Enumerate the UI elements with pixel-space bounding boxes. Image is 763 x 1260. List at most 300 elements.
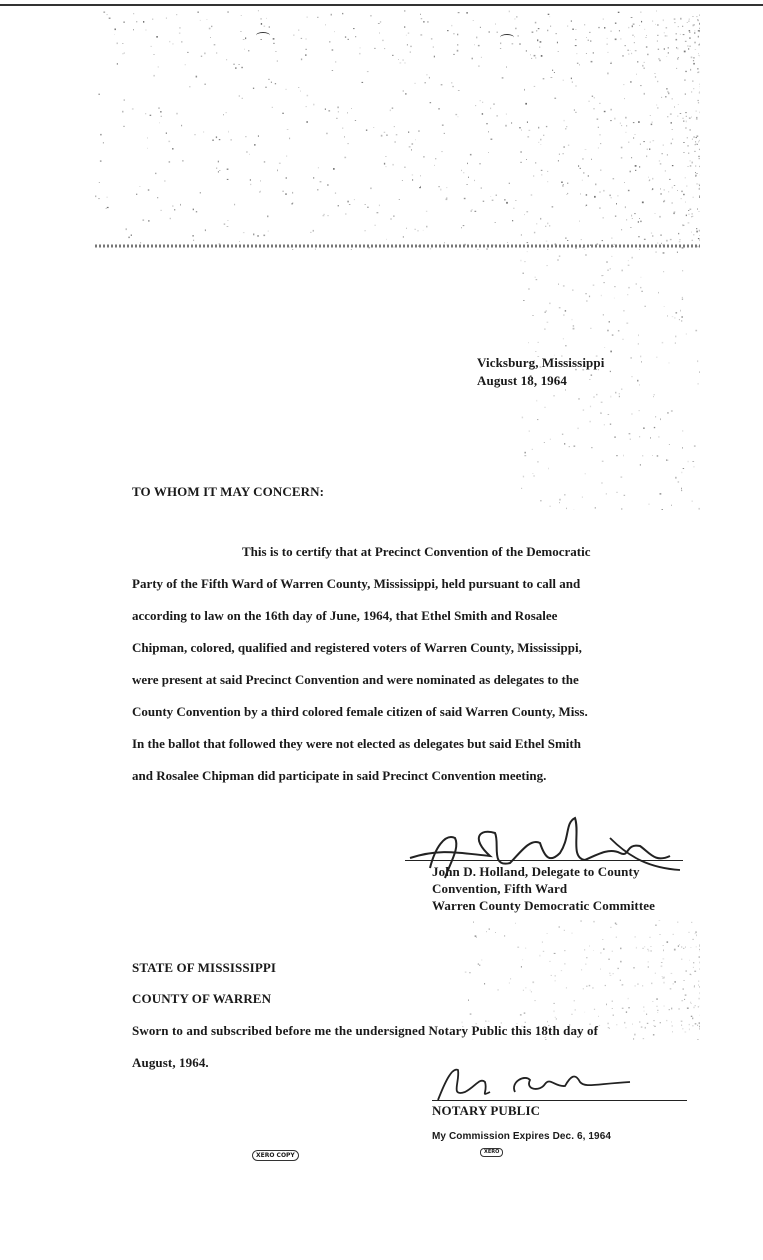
photocopy-speck [656, 10, 657, 11]
photocopy-speck [690, 165, 692, 167]
photocopy-speck [620, 39, 622, 40]
photocopy-speck [599, 103, 600, 104]
photocopy-speck [603, 19, 604, 20]
photocopy-speck [620, 961, 622, 963]
photocopy-speck [606, 261, 607, 262]
photocopy-speck [608, 52, 609, 53]
photocopy-speck [656, 998, 658, 1000]
photocopy-speck [657, 1006, 658, 1007]
photocopy-speck [674, 19, 676, 20]
photocopy-speck [227, 226, 229, 227]
photocopy-speck [694, 971, 696, 972]
photocopy-speck [603, 217, 604, 218]
photocopy-speck [580, 193, 581, 195]
photocopy-speck [678, 48, 679, 50]
photocopy-speck [161, 210, 162, 211]
photocopy-speck [679, 319, 680, 320]
photocopy-speck [640, 464, 641, 465]
photocopy-speck [536, 30, 537, 31]
photocopy-speck [658, 437, 659, 438]
photocopy-speck [694, 151, 695, 152]
photocopy-speck [588, 175, 589, 177]
photocopy-speck [373, 127, 374, 128]
photocopy-speck [576, 86, 577, 87]
photocopy-speck [610, 975, 612, 976]
photocopy-speck [538, 28, 540, 29]
photocopy-speck [434, 165, 435, 166]
photocopy-speck [602, 461, 604, 462]
photocopy-speck [682, 297, 683, 298]
photocopy-speck [486, 248, 487, 250]
photocopy-speck [678, 233, 679, 234]
photocopy-speck [593, 52, 594, 54]
photocopy-speck [534, 86, 536, 87]
photocopy-speck [523, 476, 524, 478]
photocopy-speck [470, 154, 472, 156]
photocopy-speck [336, 118, 337, 119]
photocopy-speck [314, 104, 315, 106]
photocopy-speck [653, 396, 654, 397]
photocopy-speck [384, 132, 386, 133]
photocopy-speck [656, 105, 657, 106]
photocopy-speck [211, 26, 212, 27]
photocopy-speck [461, 227, 462, 228]
photocopy-speck [642, 65, 643, 67]
photocopy-speck [662, 342, 664, 344]
photocopy-speck [547, 265, 548, 266]
photocopy-speck [277, 60, 278, 61]
photocopy-speck [493, 245, 494, 246]
photocopy-speck [405, 93, 407, 94]
photocopy-speck [593, 921, 594, 923]
photocopy-speck [663, 950, 664, 952]
photocopy-speck [696, 946, 697, 947]
photocopy-speck [610, 63, 612, 64]
photocopy-speck [234, 204, 235, 206]
photocopy-speck [489, 32, 490, 33]
photocopy-speck [690, 161, 691, 162]
photocopy-speck [561, 182, 563, 184]
photocopy-speck [575, 29, 577, 30]
photocopy-speck [555, 1017, 556, 1018]
photocopy-speck [490, 108, 491, 110]
photocopy-speck [694, 933, 696, 934]
photocopy-speck [370, 15, 371, 16]
photocopy-speck [635, 50, 637, 51]
photocopy-speck [690, 947, 691, 948]
photocopy-speck [412, 179, 413, 181]
photocopy-speck [566, 126, 567, 127]
photocopy-speck [228, 131, 229, 133]
photocopy-speck [359, 53, 360, 55]
photocopy-speck [630, 50, 631, 51]
photocopy-speck [511, 122, 512, 123]
photocopy-speck [692, 139, 693, 140]
photocopy-speck [216, 53, 217, 54]
photocopy-speck [618, 12, 620, 13]
photocopy-speck [590, 406, 591, 408]
photocopy-speck [228, 11, 229, 13]
photocopy-speck [298, 30, 299, 31]
photocopy-speck [515, 18, 516, 19]
photocopy-speck [596, 394, 597, 395]
photocopy-speck [612, 238, 613, 239]
photocopy-speck [327, 133, 328, 135]
photocopy-speck [640, 356, 641, 358]
photocopy-speck [209, 28, 211, 30]
photocopy-speck [616, 203, 617, 205]
photocopy-speck [261, 23, 262, 25]
photocopy-speck [219, 170, 220, 171]
photocopy-speck [679, 1008, 680, 1009]
photocopy-speck [586, 986, 587, 987]
photocopy-speck [461, 170, 462, 171]
photocopy-speck [489, 928, 490, 929]
photocopy-speck [633, 137, 634, 139]
photocopy-speck [537, 39, 538, 41]
photocopy-speck [170, 218, 171, 219]
photocopy-speck [631, 157, 632, 158]
photocopy-speck [347, 201, 349, 203]
photocopy-speck [515, 28, 516, 30]
photocopy-speck [264, 161, 265, 163]
photocopy-speck [628, 998, 629, 999]
photocopy-speck [691, 1016, 693, 1017]
photocopy-speck [205, 229, 206, 231]
photocopy-speck [600, 143, 601, 144]
photocopy-speck [415, 229, 416, 230]
photocopy-speck [250, 179, 251, 181]
photocopy-speck [601, 295, 602, 296]
photocopy-speck [260, 180, 261, 181]
photocopy-speck [678, 26, 679, 27]
photocopy-speck [655, 213, 656, 214]
photocopy-speck [643, 141, 645, 142]
photocopy-speck [475, 935, 477, 937]
photocopy-speck [134, 13, 135, 14]
photocopy-speck [318, 167, 319, 168]
photocopy-speck [690, 129, 691, 130]
photocopy-speck [146, 29, 147, 30]
photocopy-speck [661, 965, 663, 967]
photocopy-speck [649, 504, 650, 505]
photocopy-speck [446, 187, 447, 188]
photocopy-speck [615, 23, 617, 24]
photocopy-speck [699, 211, 700, 212]
photocopy-speck [527, 251, 528, 252]
photocopy-speck [535, 277, 536, 278]
photocopy-speck [327, 216, 329, 217]
photocopy-speck [566, 987, 567, 989]
photocopy-speck [663, 959, 665, 960]
photocopy-speck [99, 94, 100, 95]
photocopy-speck [628, 260, 629, 261]
photocopy-speck [563, 80, 564, 81]
photocopy-speck [355, 36, 356, 37]
photocopy-speck [664, 306, 665, 307]
photocopy-speck [688, 461, 689, 463]
photocopy-speck [392, 55, 393, 56]
photocopy-speck [197, 12, 199, 13]
photocopy-speck [584, 1012, 585, 1013]
photocopy-speck [696, 117, 697, 119]
photocopy-speck [666, 27, 668, 28]
photocopy-speck [478, 963, 479, 965]
photocopy-speck [573, 328, 575, 330]
photocopy-speck [423, 230, 424, 231]
photocopy-speck [681, 959, 682, 960]
photocopy-speck [427, 22, 428, 23]
photocopy-speck [608, 1027, 610, 1028]
hole-punch-mark [500, 34, 514, 41]
photocopy-speck [536, 223, 537, 225]
photocopy-speck [674, 949, 676, 951]
photocopy-speck [615, 39, 617, 41]
photocopy-speck [654, 1025, 655, 1026]
photocopy-speck [528, 289, 530, 290]
photocopy-speck [393, 164, 394, 166]
photocopy-speck [271, 82, 272, 83]
photocopy-speck [521, 966, 522, 968]
photocopy-speck [644, 239, 646, 240]
photocopy-speck [471, 210, 472, 212]
photocopy-speck [661, 97, 662, 98]
photocopy-speck [386, 239, 387, 240]
photocopy-speck [652, 235, 653, 236]
photocopy-speck [668, 363, 669, 364]
photocopy-speck [647, 1023, 649, 1024]
photocopy-speck [633, 1038, 634, 1040]
photocopy-speck [569, 446, 570, 447]
body-line: Party of the Fifth Ward of Warren County, Mississippi, held pursuant to call and [132, 576, 581, 591]
photocopy-speck [648, 966, 649, 968]
photocopy-speck [367, 71, 369, 72]
photocopy-speck [699, 1022, 700, 1024]
photocopy-speck [693, 57, 694, 58]
photocopy-speck [187, 52, 189, 53]
photocopy-speck [628, 1007, 630, 1008]
photocopy-speck [486, 931, 487, 932]
photocopy-speck [496, 115, 498, 116]
photocopy-speck [672, 203, 673, 204]
photocopy-speck [478, 45, 480, 46]
photocopy-speck [529, 130, 531, 131]
photocopy-speck [370, 188, 371, 190]
photocopy-speck [457, 34, 458, 36]
photocopy-speck [106, 208, 107, 209]
photocopy-speck [492, 200, 494, 201]
photocopy-speck [342, 128, 343, 129]
photocopy-speck [598, 1016, 599, 1017]
photocopy-speck [488, 131, 489, 132]
photocopy-speck [655, 925, 656, 927]
photocopy-speck [692, 1018, 693, 1020]
photocopy-speck [447, 30, 449, 31]
photocopy-speck [674, 981, 676, 983]
photocopy-speck [601, 275, 603, 276]
photocopy-speck [272, 107, 273, 108]
photocopy-speck [689, 37, 690, 39]
photocopy-speck [423, 21, 425, 23]
photocopy-speck [667, 460, 668, 461]
photocopy-speck [266, 18, 267, 19]
photocopy-speck [311, 232, 312, 233]
photocopy-speck [423, 157, 425, 158]
photocopy-speck [484, 983, 485, 985]
photocopy-speck [682, 447, 683, 448]
photocopy-speck [305, 54, 306, 55]
photocopy-speck [638, 236, 640, 237]
photocopy-speck [589, 945, 590, 946]
photocopy-speck [645, 1027, 646, 1029]
photocopy-speck [486, 1021, 487, 1022]
photocopy-speck [139, 186, 141, 187]
photocopy-speck [531, 991, 532, 993]
photocopy-speck [556, 1018, 557, 1020]
photocopy-speck [285, 89, 287, 90]
photocopy-speck [196, 211, 197, 212]
photocopy-speck [625, 45, 626, 46]
photocopy-speck [672, 129, 673, 130]
photocopy-speck [574, 109, 575, 111]
photocopy-speck [641, 1027, 643, 1028]
photocopy-speck [655, 24, 656, 25]
photocopy-speck [555, 981, 556, 982]
photocopy-speck [324, 214, 325, 215]
photocopy-speck [498, 989, 499, 990]
photocopy-speck [265, 87, 266, 88]
photocopy-speck [292, 202, 293, 204]
photocopy-speck [126, 228, 127, 230]
photocopy-speck [667, 412, 668, 413]
jurat-date: August, 1964. [132, 1055, 209, 1070]
photocopy-speck [689, 19, 690, 20]
signer-block [432, 863, 655, 914]
photocopy-speck [472, 58, 473, 60]
photocopy-speck [621, 230, 622, 231]
photocopy-speck [117, 63, 118, 64]
photocopy-speck [580, 168, 581, 169]
photocopy-speck [458, 12, 460, 13]
photocopy-speck [633, 23, 635, 25]
photocopy-speck [699, 23, 700, 25]
photocopy-speck [420, 176, 421, 177]
photocopy-speck [695, 141, 696, 142]
photocopy-speck [603, 314, 604, 315]
photocopy-speck [663, 145, 664, 146]
photocopy-speck [582, 180, 583, 181]
photocopy-speck [626, 1011, 627, 1013]
photocopy-speck [683, 468, 684, 469]
photocopy-speck [351, 108, 352, 109]
photocopy-speck [333, 168, 335, 170]
photocopy-speck [616, 455, 618, 456]
photocopy-speck [585, 293, 586, 294]
photocopy-speck [668, 52, 669, 54]
photocopy-speck [177, 113, 178, 115]
photocopy-speck [239, 95, 240, 97]
photocopy-speck [140, 242, 141, 243]
photocopy-speck [535, 162, 536, 164]
photocopy-speck [99, 182, 100, 183]
photocopy-speck [301, 59, 302, 61]
photocopy-speck [491, 139, 493, 140]
photocopy-speck [463, 225, 465, 226]
photocopy-speck [688, 222, 690, 223]
photocopy-speck [630, 227, 632, 228]
photocopy-speck [683, 989, 684, 990]
photocopy-speck [643, 427, 645, 429]
photocopy-speck [700, 166, 701, 167]
photocopy-speck [573, 325, 574, 326]
photocopy-speck [615, 923, 616, 925]
photocopy-speck [691, 974, 692, 975]
photocopy-speck [690, 209, 692, 210]
photocopy-speck [525, 103, 527, 105]
photocopy-speck [529, 431, 530, 432]
photocopy-speck [623, 455, 624, 457]
photocopy-speck [521, 234, 522, 236]
photocopy-speck [665, 171, 666, 172]
photocopy-speck [663, 271, 664, 272]
photocopy-speck [306, 17, 308, 18]
photocopy-speck [657, 243, 658, 244]
photocopy-speck [549, 303, 550, 305]
photocopy-speck [494, 104, 495, 105]
photocopy-speck [686, 215, 687, 217]
photocopy-speck [611, 31, 612, 32]
photocopy-speck [567, 240, 568, 241]
photocopy-speck [645, 947, 646, 948]
photocopy-speck [216, 136, 217, 138]
photocopy-speck [680, 34, 681, 35]
photocopy-speck [671, 143, 672, 145]
photocopy-speck [264, 26, 266, 27]
photocopy-speck [607, 270, 608, 272]
photocopy-speck [644, 1011, 645, 1012]
photocopy-speck [168, 141, 170, 142]
photocopy-speck [687, 1008, 689, 1009]
photocopy-speck [662, 509, 664, 510]
photocopy-speck [673, 983, 674, 984]
photocopy-speck [345, 36, 346, 38]
photocopy-speck [621, 476, 623, 477]
photocopy-speck [671, 1021, 672, 1022]
photocopy-speck [670, 239, 672, 240]
photocopy-speck [559, 499, 561, 501]
photocopy-speck [537, 419, 538, 420]
photocopy-speck [122, 111, 123, 113]
photocopy-speck [680, 113, 682, 114]
photocopy-speck [657, 1012, 658, 1013]
photocopy-speck [641, 277, 642, 278]
photocopy-speck [394, 126, 395, 127]
photocopy-speck [224, 223, 226, 225]
photocopy-speck [444, 133, 445, 134]
photocopy-speck [651, 983, 652, 985]
photocopy-speck [481, 960, 482, 961]
photocopy-speck [143, 21, 144, 23]
photocopy-speck [273, 38, 275, 40]
photocopy-speck [268, 79, 270, 80]
photocopy-speck [695, 144, 696, 145]
photocopy-speck [670, 988, 672, 989]
photocopy-speck [665, 35, 666, 37]
photocopy-speck [402, 60, 404, 61]
photocopy-speck [477, 249, 478, 250]
photocopy-speck [660, 418, 661, 420]
photocopy-speck [638, 344, 639, 345]
